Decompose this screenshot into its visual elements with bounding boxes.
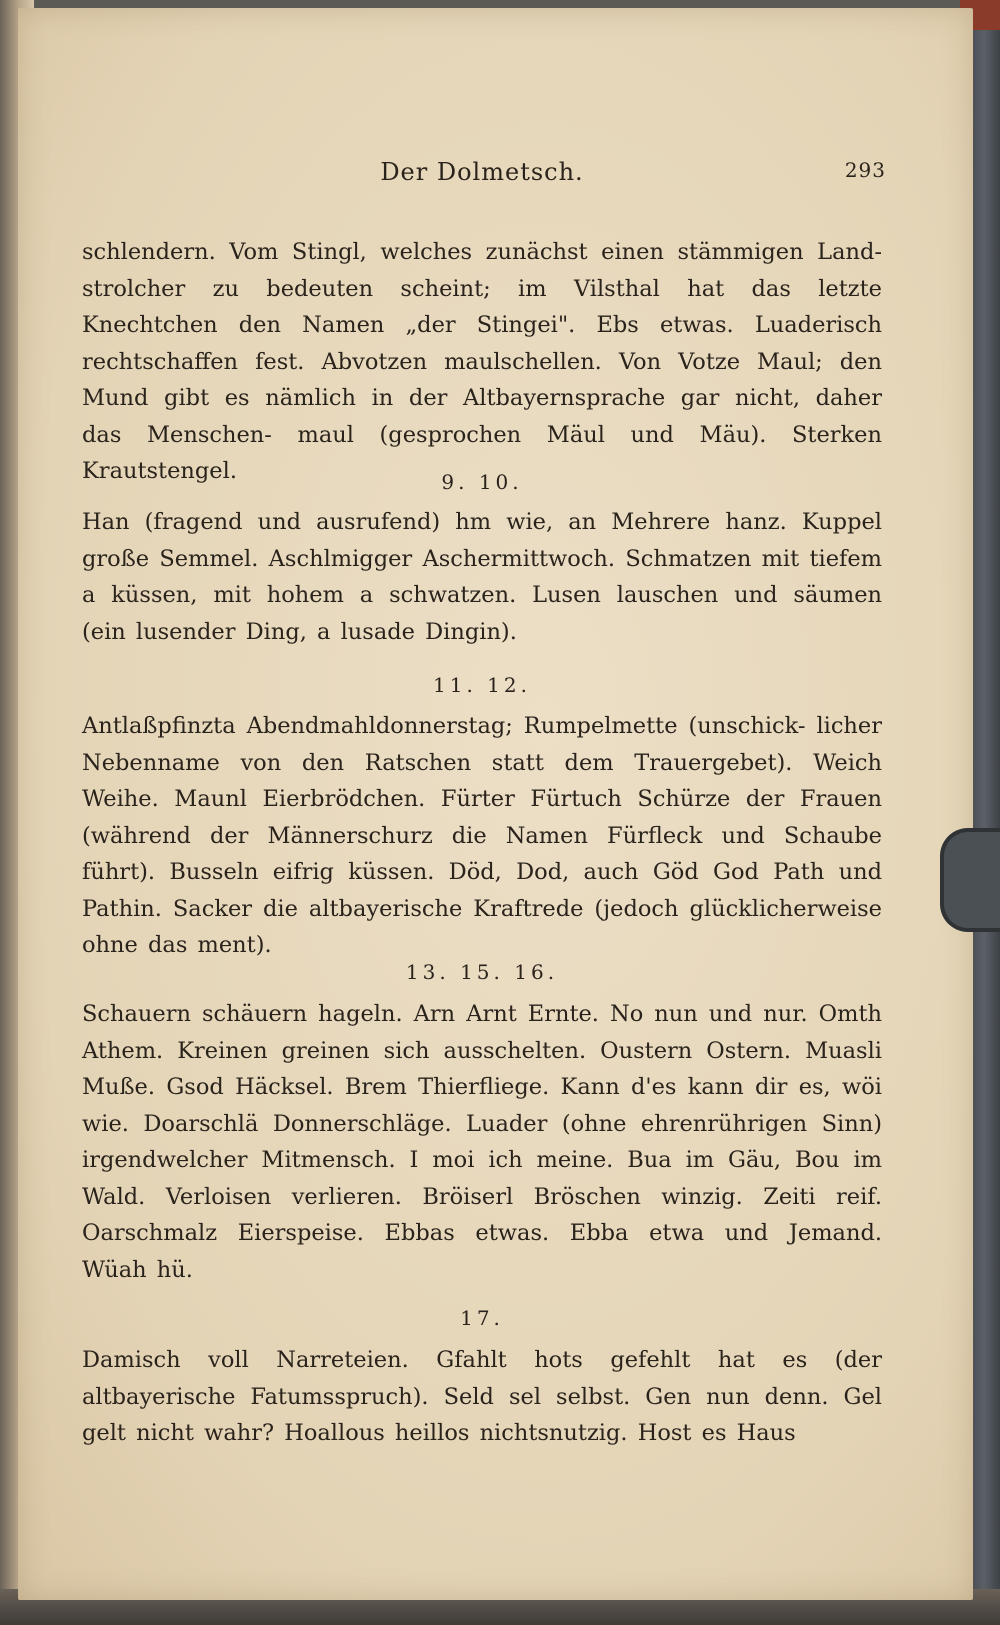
section-heading-11-12: 11. 12. [433,673,531,697]
book-clasp [940,828,1000,932]
book-page [18,8,973,1600]
page-header [82,158,886,198]
paragraph-3: Antlaßpfinzta Abendmahldonnerstag; Rumpelmette (unschick- licher Nebenname von den Ratschen statt dem Trauergebet). Weich Weihe. Maunl Eierbrödchen. Fürter Fürtuch Schürze der Frauen (während der Männerschurz die Namen Fürfleck und Schaube führt). Busseln eifrig küssen. Död, Dod, auch Göd God Path und Pathin. Sacker die altbayerische Kraftrede (jedoch glücklicherweise ohne das ment). [82,713,882,958]
section-heading-13-15-16: 13. 15. 16. [405,960,559,984]
paragraph-5: Damisch voll Narreteien. Gfahlt hots gefehlt hat es (der altbayerische Fatumsspruch). Seld sel selbst. Gen nun denn. Gel gelt nicht wahr? Hoallous heillos nichtsnutzig. Host es Haus [82,1347,882,1446]
page-number: 293 [844,158,886,182]
section-heading-9-10: 9. 10. [441,470,523,494]
section-heading-17: 17. [460,1306,504,1330]
paragraph-1: schlendern. Vom Stingl, welches zunächst einen stämmigen Land- strolcher zu bedeuten scheint; im Vilsthal hat das letzte Knechtchen den Namen „der Stingei". Ebs etwas. Luaderisch rechtschaffen fest. Abvotzen maulschellen. Von Votze Maul; den Mund gibt es nämlich in der Altbayernsprache gar nicht, daher das Menschen- maul (gesprochen Mäul und Mäu). Sterken Krautstengel. [82,239,882,484]
paragraph-2: Han (fragend und ausrufend) hm wie, an Mehrere hanz. Kuppel große Semmel. Aschlmigger Aschermittwoch. Schmatzen mit tiefem a küssen, mit hohem a schwatzen. Lusen lauschen und säumen (ein lusender Ding, a lusade Dingin). [82,509,882,645]
running-title: Der Dolmetsch. [380,158,584,186]
paragraph-4: Schauern schäuern hageln. Arn Arnt Ernte. No nun und nur. Omth Athem. Kreinen greinen sich ausschelten. Oustern Ostern. Muasli Muße. Gsod Häcksel. Brem Thierfliege. Kann d'es kann dir es, wöi wie. Doarschlä Donnerschläge. Luader (ohne ehrenrührigen Sinn) irgendwelcher Mitmensch. I moi ich meine. Bua im Gäu, Bou im Wald. Verloisen verlieren. Bröiserl Bröschen winzig. Zeiti reif. Oarschmalz Eierspeise. Ebbas etwas. Ebba etwa und Jemand. Wüah hü. [82,1001,882,1283]
